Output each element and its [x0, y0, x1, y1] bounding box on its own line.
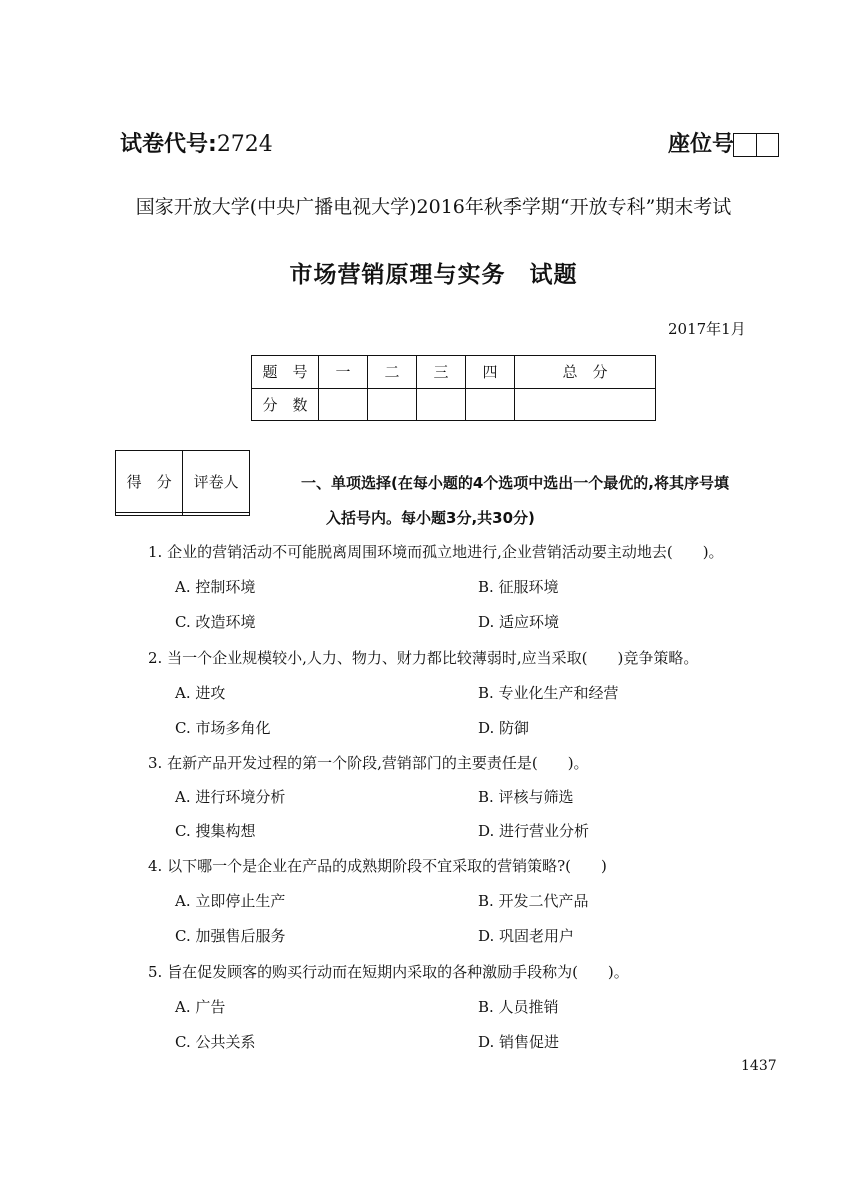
score-table	[251, 355, 656, 421]
score-table-cell: 分 数	[252, 388, 319, 421]
option-a: A. 控制环境	[175, 578, 256, 596]
grader-table-score-label: 得 分	[116, 451, 183, 513]
question-stem: 1. 企业的营销活动不可能脱离周围环境而孤立地进行,企业营销活动要主动地去( )。	[148, 543, 724, 561]
score-input-cell[interactable]	[368, 388, 417, 421]
question-stem: 5. 旨在促发顾客的购买行动而在短期内采取的各种激励手段称为( )。	[148, 963, 629, 981]
question-stem: 2. 当一个企业规模较小,人力、物力、财力都比较薄弱时,应当采取( )竞争策略。	[148, 649, 699, 667]
grader-score-cell[interactable]	[116, 513, 183, 516]
seat-box-1	[733, 133, 757, 157]
option-d: D. 适应环境	[478, 613, 560, 631]
paper-code-number: 2724	[216, 132, 273, 157]
score-table-cell: 总 分	[515, 356, 656, 389]
option-d: D. 防御	[478, 719, 530, 737]
question-stem: 3. 在新产品开发过程的第一个阶段,营销部门的主要责任是( )。	[148, 754, 589, 772]
seat-box-2	[756, 133, 779, 157]
score-table-score-row	[252, 388, 656, 421]
paper-code-label: 试卷代号:	[120, 132, 217, 157]
score-table-header-row	[252, 356, 656, 389]
grader-name-cell[interactable]	[183, 513, 250, 516]
grader-table	[115, 450, 250, 516]
option-c: C. 加强售后服务	[175, 927, 286, 945]
option-b: B. 开发二代产品	[478, 892, 589, 910]
seat-number	[668, 127, 779, 158]
option-b: B. 评核与筛选	[478, 788, 574, 806]
question-stem: 4. 以下哪一个是企业在产品的成熟期阶段不宜采取的营销策略?( )	[148, 857, 607, 875]
seat-label: 座位号	[668, 132, 735, 157]
subject-title: 市场营销原理与实务 试题	[289, 262, 578, 288]
option-a: A. 进攻	[175, 684, 226, 702]
grader-table-grader-label: 评卷人	[183, 451, 250, 513]
option-c: C. 公共关系	[175, 1033, 256, 1051]
option-d: D. 进行营业分析	[478, 822, 590, 840]
option-d: D. 销售促进	[478, 1033, 560, 1051]
exam-date: 2017年1月	[668, 320, 746, 338]
option-a: A. 立即停止生产	[175, 892, 286, 910]
section-heading-cont: 入括号内。每小题3分,共30分)	[326, 509, 535, 527]
score-table-cell: 题 号	[252, 356, 319, 389]
option-b: B. 人员推销	[478, 998, 559, 1016]
paper-code	[120, 127, 273, 158]
option-c: C. 改造环境	[175, 613, 256, 631]
option-c: C. 搜集构想	[175, 822, 256, 840]
exam-title: 国家开放大学(中央广播电视大学)2016年秋季学期“开放专科”期末考试	[135, 196, 732, 218]
option-a: A. 广告	[175, 998, 226, 1016]
option-c: C. 市场多角化	[175, 719, 271, 737]
score-input-cell[interactable]	[515, 388, 656, 421]
score-table-cell: 一	[319, 356, 368, 389]
score-input-cell[interactable]	[319, 388, 368, 421]
option-b: B. 征服环境	[478, 578, 559, 596]
page-number: 1437	[741, 1058, 777, 1074]
option-b: B. 专业化生产和经营	[478, 684, 619, 702]
score-input-cell[interactable]	[417, 388, 466, 421]
option-a: A. 进行环境分析	[175, 788, 286, 806]
section-heading: 一、单项选择(在每小题的4个选项中选出一个最优的,将其序号填	[301, 474, 729, 492]
option-d: D. 巩固老用户	[478, 927, 575, 945]
score-table-cell: 二	[368, 356, 417, 389]
score-table-cell: 三	[417, 356, 466, 389]
score-input-cell[interactable]	[466, 388, 515, 421]
score-table-cell: 四	[466, 356, 515, 389]
